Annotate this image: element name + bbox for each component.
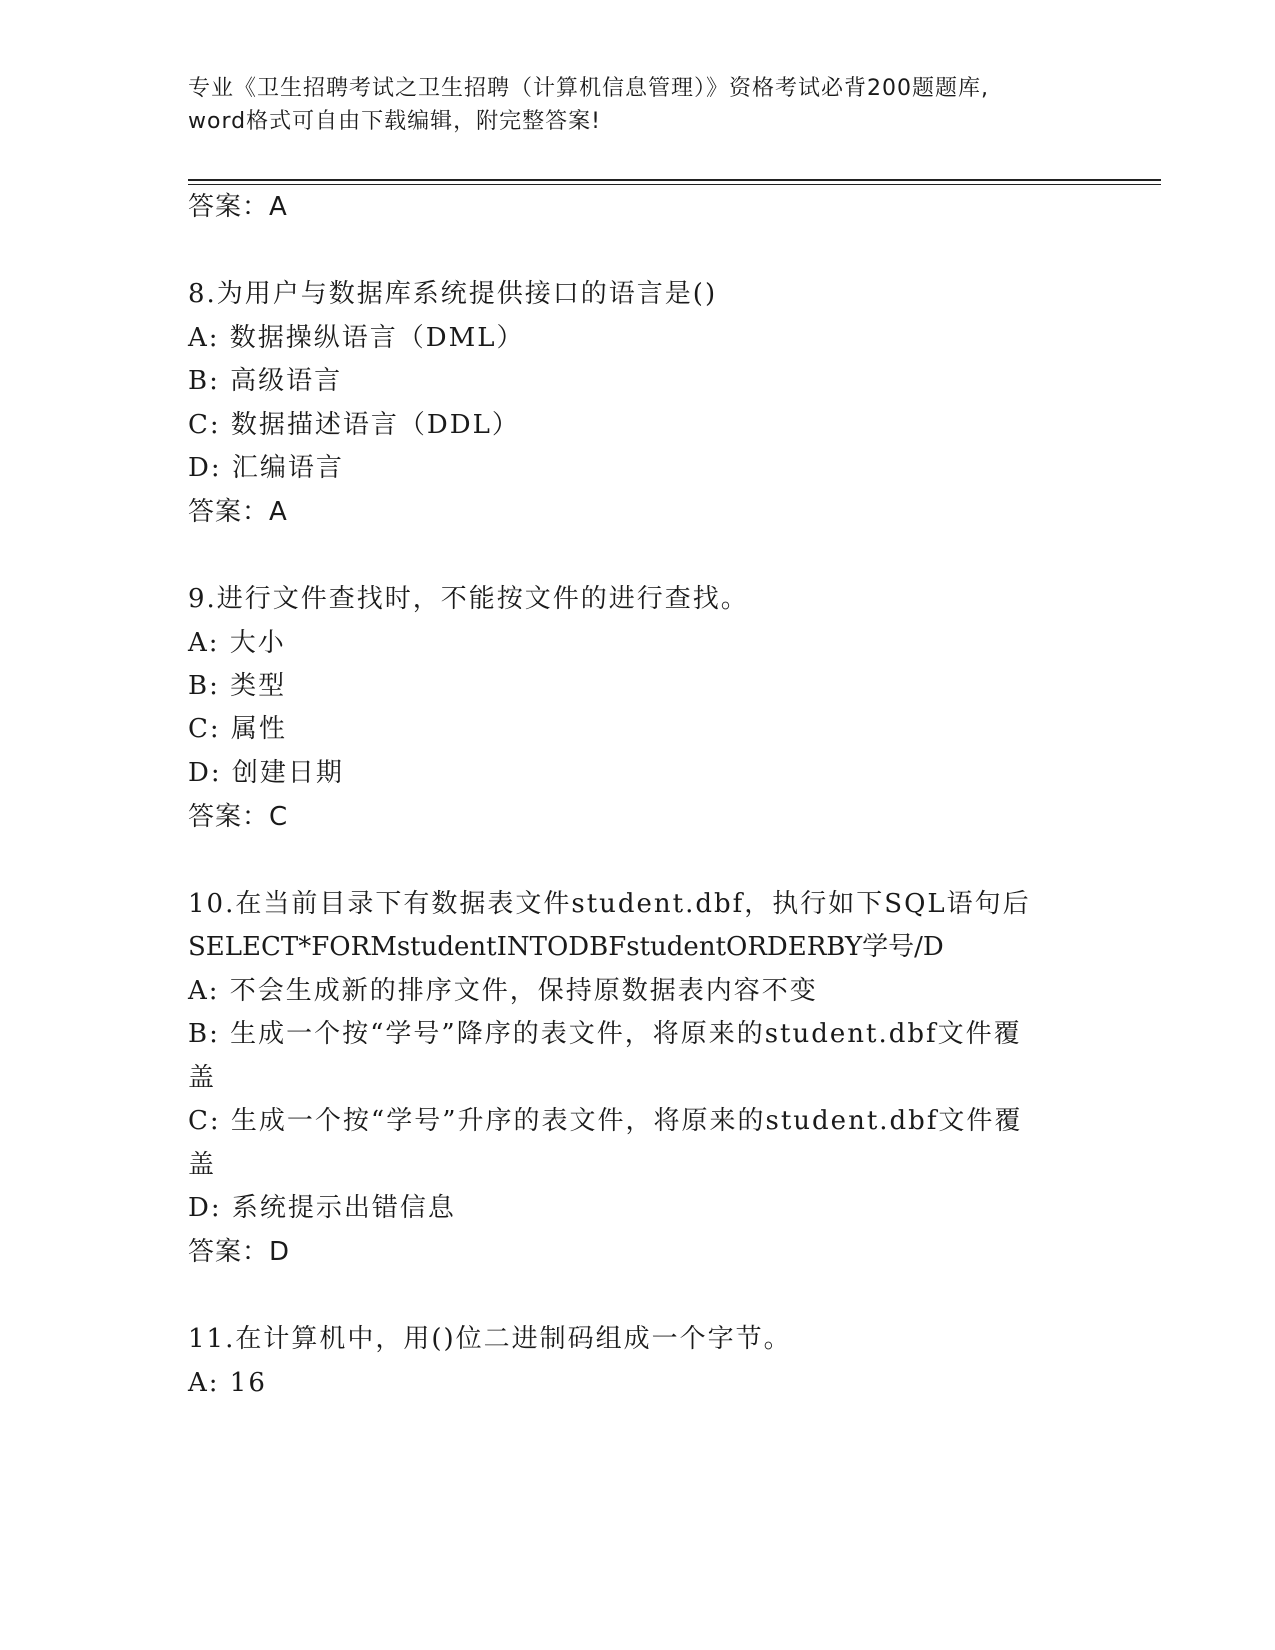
question-10: 10.在当前目录下有数据表文件student.dbf，执行如下SQL语句后 (188, 889, 1031, 919)
q9-option-a: A: 大小 (188, 628, 286, 658)
q10-option-d: D: 系统提示出错信息 (188, 1193, 456, 1223)
q10-option-a: A: 不会生成新的排序文件，保持原数据表内容不变 (188, 976, 818, 1006)
question-9: 9.进行文件查找时，不能按文件的进行查找。 (188, 584, 749, 614)
q9-option-c: C: 属性 (188, 714, 287, 744)
document-header (188, 72, 1088, 138)
q10-answer: 答案：D (188, 1237, 291, 1267)
question-8: 8.为用户与数据库系统提供接口的语言是() (188, 279, 718, 309)
q11-option-a: A: 16 (188, 1368, 267, 1398)
q10-option-c: C: 生成一个按“学号”升序的表文件，将原来的student.dbf文件覆 (188, 1106, 1023, 1136)
header-line-2: word格式可自由下载编辑，附完整答案! (188, 109, 601, 134)
question-11: 11.在计算机中，用()位二进制码组成一个字节。 (188, 1324, 792, 1354)
header-line-1: 专业《卫生招聘考试之卫生招聘（计算机信息管理）》资格考试必背200题题库, (188, 76, 989, 101)
q8-option-c: C: 数据描述语言（DDL） (188, 410, 520, 440)
q9-answer: 答案：C (188, 802, 289, 832)
q8-option-d: D: 汇编语言 (188, 453, 344, 483)
header-rule-thick (188, 179, 1161, 181)
q10-option-b: B: 生成一个按“学号”降序的表文件，将原来的student.dbf文件覆 (188, 1019, 1022, 1049)
question-10-sql: SELECT*FORMstudentINTODBFstudentORDERBY学号/D (188, 932, 944, 962)
q10-option-c-cont: 盖 (188, 1150, 217, 1180)
q9-option-b: B: 类型 (188, 671, 287, 701)
q8-answer: 答案：A (188, 497, 288, 527)
q10-option-b-cont: 盖 (188, 1063, 217, 1093)
q8-option-b: B: 高级语言 (188, 366, 343, 396)
answer-prev: 答案：A (188, 192, 288, 222)
q8-option-a: A: 数据操纵语言（DML） (188, 323, 525, 353)
q9-option-d: D: 创建日期 (188, 758, 344, 788)
header-rule-thin (188, 184, 1161, 185)
